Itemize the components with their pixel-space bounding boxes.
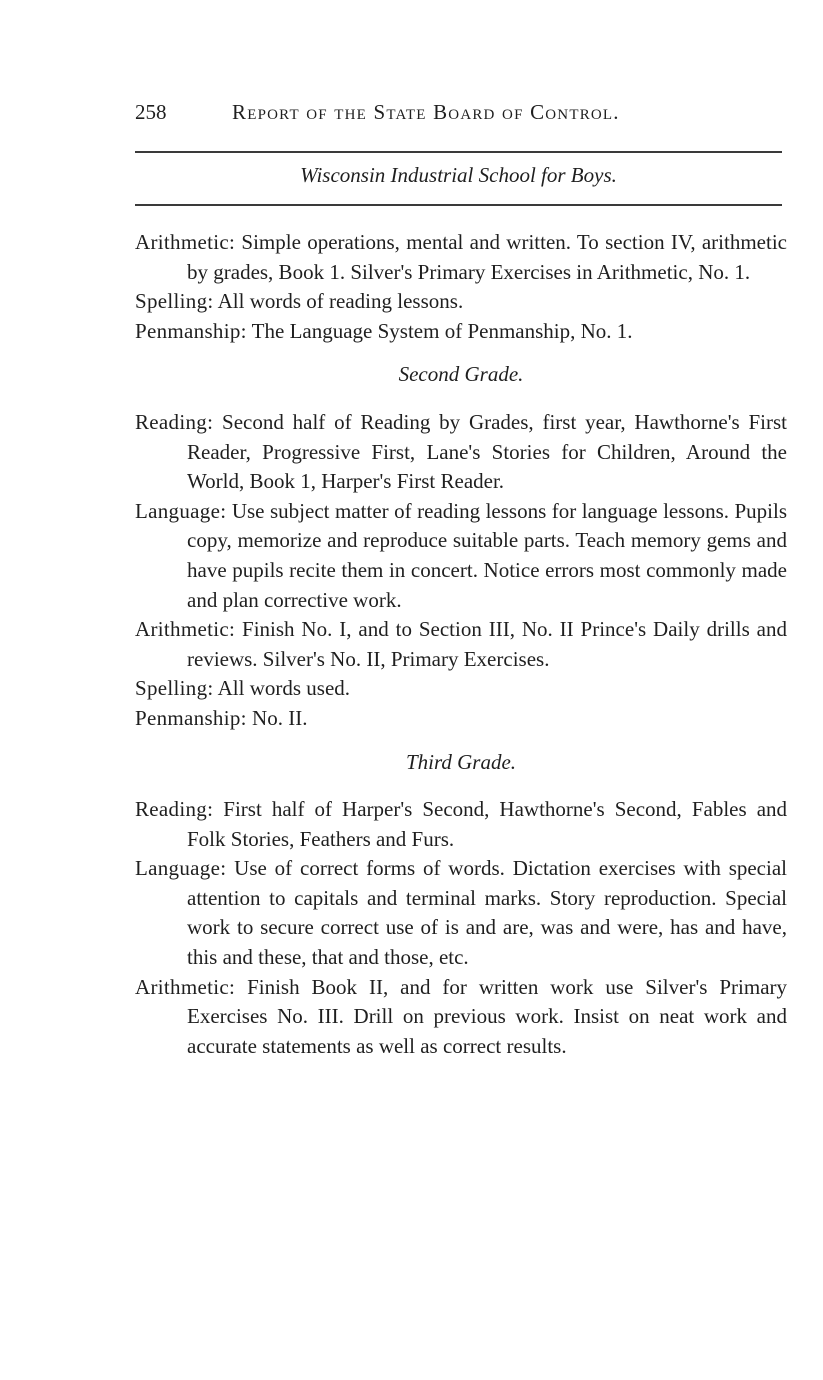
subject-label: Penmanship:: [135, 318, 247, 343]
subject-label: Spelling:: [135, 289, 214, 314]
second-grade-section: [135, 360, 787, 733]
page-header: [135, 100, 783, 132]
subject-label: Language:: [135, 498, 227, 523]
subject-description: Finish Book II, and for written work use Silver's Primary Exercises No. III. Drill on previous work. Insist on neat work and accurate statements as well as correct results.: [187, 974, 788, 1058]
grade-heading: Third Grade.: [405, 749, 517, 774]
curriculum-entry: [135, 317, 787, 347]
header-rule-bottom: [135, 204, 782, 206]
curriculum-entry: [135, 497, 787, 615]
header-rule-top: [135, 151, 782, 153]
subject-label: Language:: [135, 856, 227, 881]
institution-title: Wisconsin Industrial School for Boys.: [300, 163, 617, 187]
subject-description: Simple operations, mental and written. To section IV, arithmetic by grades, Book 1. Silver's Primary Exercises in Arithmetic, No. 1.: [187, 230, 787, 284]
subject-description: Finish No. I, and to Section III, No. II Prince's Daily drills and reviews. Silver's No. II, Primary Exercises.: [187, 617, 787, 671]
curriculum-entry: [135, 287, 787, 317]
subject-description: Use of correct forms of words. Dictation exercises with special attention to capitals and terminal marks. Story reproduction. Special work to secure correct use of is and are, was and were, has and have, this and these, that and those, etc.: [187, 856, 787, 970]
subject-description: First half of Harper's Second, Hawthorne's Second, Fables and Folk Stories, Feathers and Furs.: [187, 797, 788, 851]
subject-description: All words used.: [217, 676, 351, 701]
subject-description: All words of reading lessons.: [217, 289, 464, 314]
subject-description: Second half of Reading by Grades, first year, Hawthorne's First Reader, Progressive First, Lane's Stories for Children, Around the World, Book 1, Harper's First Reader.: [187, 409, 787, 494]
curriculum-entry: [135, 795, 787, 854]
subject-label: Penmanship:: [135, 705, 247, 730]
curriculum-entry: [135, 615, 787, 674]
subject-label: Spelling:: [135, 676, 214, 701]
first-grade-continued: [135, 228, 787, 346]
page-number: 258: [135, 100, 167, 124]
subject-label: Arithmetic:: [135, 230, 236, 254]
curriculum-entry: [135, 704, 787, 734]
curriculum-entry: [135, 854, 787, 972]
curriculum-entry: [135, 674, 787, 704]
subject-description: Use subject matter of reading lessons for language lessons. Pupils copy, memorize and reproduce suitable parts. Teach memory gems and have pupils recite them in concert. Notice errors most commonly made and plan corrective work.: [187, 498, 788, 612]
subject-label: Reading:: [135, 409, 214, 434]
curriculum-entry: [135, 228, 787, 287]
grade-heading: Second Grade.: [398, 362, 524, 387]
course-of-study: [135, 228, 787, 1061]
subject-description: The Language System of Penmanship, No. 1.: [251, 318, 633, 343]
subject-label: Arithmetic:: [135, 974, 236, 999]
subject-label: Arithmetic:: [135, 617, 236, 642]
curriculum-entry: [135, 408, 787, 497]
running-head: Report of the State Board of Control.: [232, 100, 620, 124]
third-grade-section: [135, 748, 787, 1062]
curriculum-entry: [135, 973, 787, 1062]
subject-label: Reading:: [135, 797, 214, 822]
subject-description: No. II.: [252, 705, 308, 730]
